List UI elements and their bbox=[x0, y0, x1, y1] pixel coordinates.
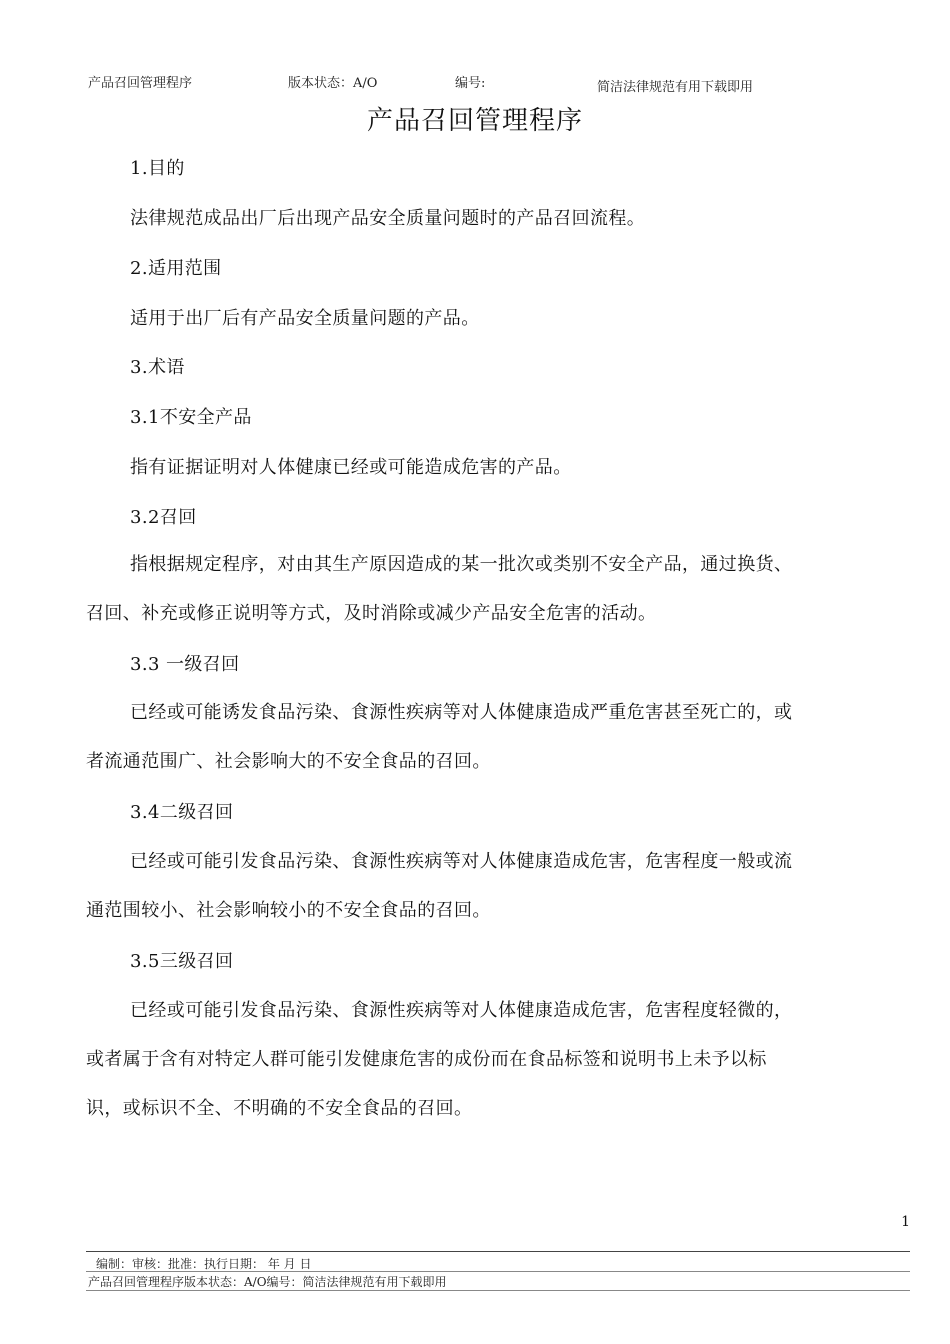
section-3-5-text-line3: 识，或标识不全、不明确的不安全食品的召回。 bbox=[86, 1098, 473, 1119]
section-3-3-text-line2: 者流通范围广、社会影响大的不安全食品的召回。 bbox=[86, 751, 491, 772]
section-3-4-text-line1: 已经或可能引发食品污染、食源性疾病等对人体健康造成危害，危害程度一般或流 bbox=[130, 851, 793, 872]
section-3-2-heading: 3.2召回 bbox=[130, 507, 197, 528]
footer-rule-bottom bbox=[86, 1290, 910, 1291]
section-3-4-text-line2: 通范围较小、社会影响较小的不安全食品的召回。 bbox=[86, 900, 491, 921]
section-3-2-text-line2: 召回、补充或修正说明等方式，及时消除或减少产品安全危害的活动。 bbox=[86, 603, 657, 624]
section-3-3-heading: 3.3 一级召回 bbox=[130, 654, 240, 675]
section-3-1-heading: 3.1不安全产品 bbox=[130, 407, 252, 428]
page-title: 产品召回管理程序 bbox=[366, 106, 583, 136]
section-1-heading: 1.目的 bbox=[130, 158, 185, 179]
section-2-heading: 2.适用范围 bbox=[130, 258, 222, 279]
section-1-text: 法律规范成品出厂后出现产品安全质量问题时的产品召回流程。 bbox=[130, 208, 646, 229]
section-2-text: 适用于出厂后有产品安全质量问题的产品。 bbox=[130, 308, 480, 329]
header-version: 版本状态：A/O bbox=[288, 76, 378, 91]
header-note: 简洁法律规范有用下载即用 bbox=[597, 80, 754, 95]
header-doc-name: 产品召回管理程序 bbox=[88, 76, 193, 91]
section-3-1-text: 指有证据证明对人体健康已经或可能造成危害的产品。 bbox=[130, 457, 572, 478]
footer-rule-top bbox=[86, 1251, 910, 1252]
section-3-2-text-line1: 指根据规定程序，对由其生产原因造成的某一批次或类别不安全产品，通过换货、 bbox=[130, 554, 793, 575]
footer-doc-line: 产品召回管理程序版本状态：A/O编号：简洁法律规范有用下载即用 bbox=[88, 1275, 447, 1289]
section-3-5-text-line1: 已经或可能引发食品污染、食源性疾病等对人体健康造成危害，危害程度轻微的， bbox=[130, 1000, 793, 1021]
section-3-4-heading: 3.4二级召回 bbox=[130, 802, 234, 823]
page-number: 1 bbox=[901, 1214, 910, 1230]
section-3-5-heading: 3.5三级召回 bbox=[130, 951, 234, 972]
section-3-5-text-line2: 或者属于含有对特定人群可能引发健康危害的成份而在食品标签和说明书上未予以标 bbox=[86, 1049, 767, 1070]
header-number-label: 编号: bbox=[455, 76, 486, 91]
section-3-heading: 3.术语 bbox=[130, 357, 185, 378]
footer-sign-line: 编制：审核：批准：执行日期： 年 月 日 bbox=[96, 1257, 312, 1271]
section-3-3-text-line1: 已经或可能诱发食品污染、食源性疾病等对人体健康造成严重危害甚至死亡的，或 bbox=[130, 702, 793, 723]
footer-rule-mid bbox=[86, 1271, 910, 1272]
